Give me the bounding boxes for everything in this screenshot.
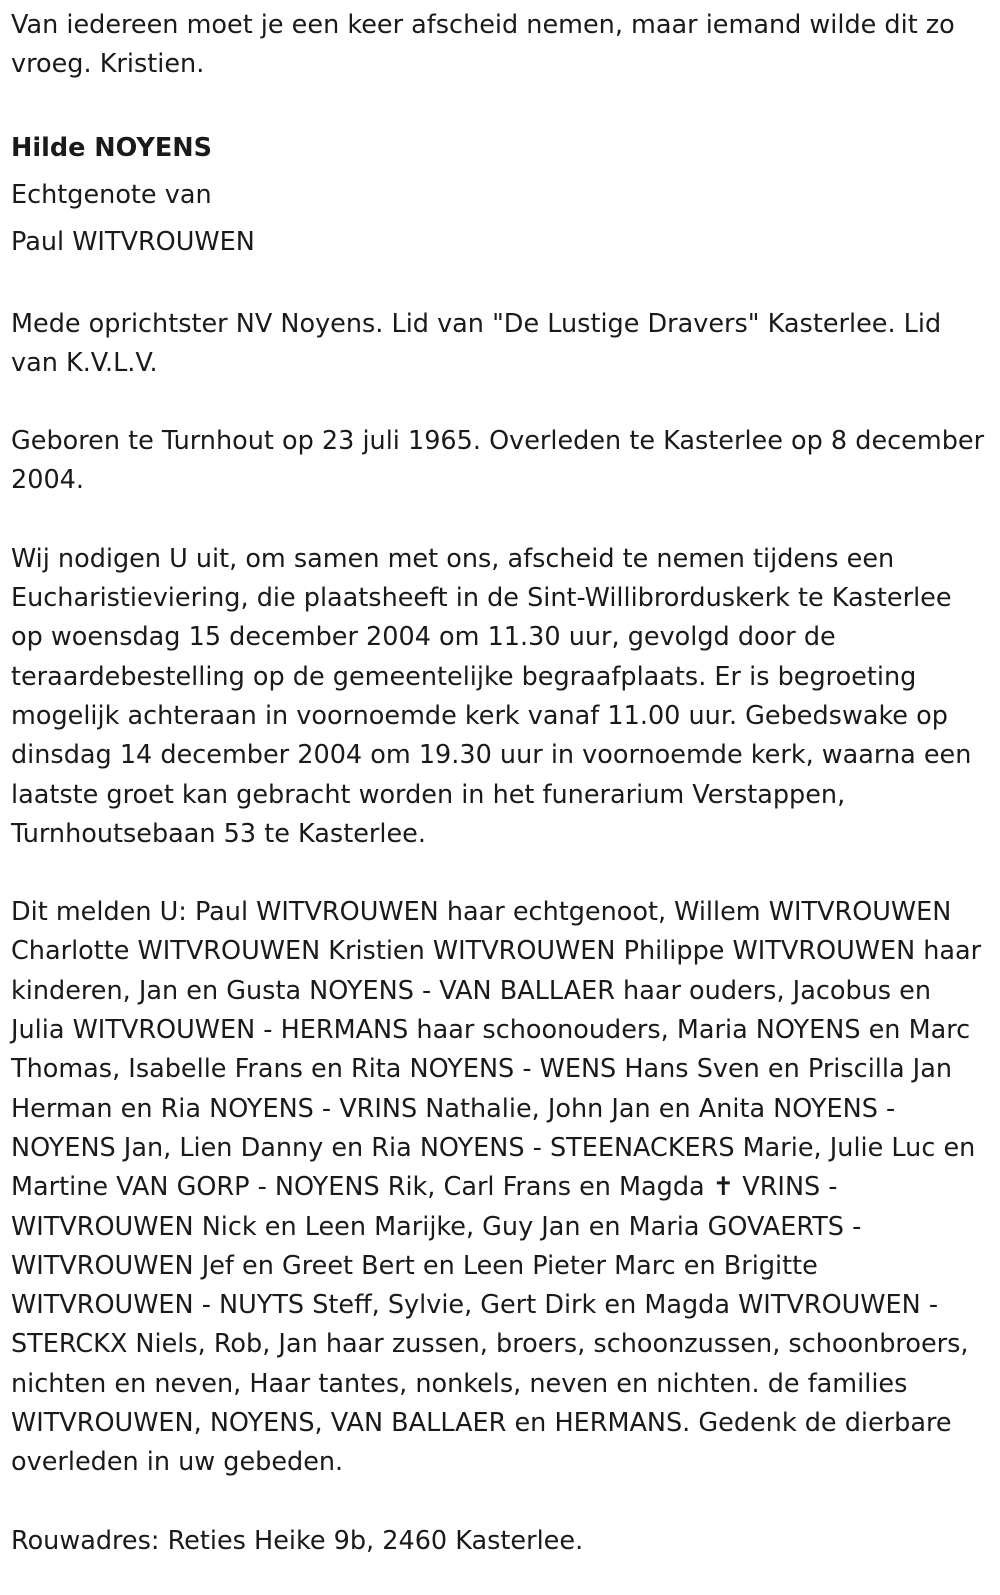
birth-death-paragraph: Geboren te Turnhout op 23 juli 1965. Overleden te Kasterlee op 8 december 2004. bbox=[11, 426, 985, 496]
ceremony-paragraph: Wij nodigen U uit, om samen met ons, afscheid te nemen tijdens een Eucharistieviering, die plaatsheeft in de Sint-Willibrorduskerk te Kasterlee op woensdag 15 december 2004 om 11.30 uur, gevolgd door de teraardebestelling op de gemeentelijke begraafplaats. Er is begroeting mogelijk achteraan in voornoemde kerk vanaf 11.00 uur. Gebedswake op dinsdag 14 december 2004 om 19.30 uur in voornoemde kerk, waarna een laatste groet kan gebracht worden in het funerarium Verstappen, Turnhoutsebaan 53 te Kasterlee. bbox=[11, 543, 972, 849]
affiliations-paragraph: Mede oprichtster NV Noyens. Lid van "De Lustige Dravers" Kasterlee. Lid van K.V.L.V. bbox=[11, 308, 942, 378]
deceased-name: Hilde NOYENS bbox=[11, 132, 212, 163]
announcers-paragraph: Dit melden U: Paul WITVROUWEN haar echtgenoot, Willem WITVROUWEN Charlotte WITVROUWEN Kristien WITVROUWEN Philippe WITVROUWEN haar kinderen, Jan en Gusta NOYENS - VAN BALLAER haar ouders, Jacobus en Julia WITVROUWEN - HERMANS haar schoonouders, Maria NOYENS en Marc Thomas, Isabelle Frans en Rita NOYENS - WENS Hans Sven en Priscilla Jan Herman en Ria NOYENS - VRINS Nathalie, John Jan en Anita NOYENS - NOYENS Jan, Lien Danny en Ria NOYENS - STEENACKERS Marie, Julie Luc en Martine VAN GORP - NOYENS Rik, Carl Frans en Magda ✝ VRINS - WITVROUWEN Nick en Leen Marijke, Guy Jan en Maria GOVAERTS - WITVROUWEN Jef en Greet Bert en Leen Pieter Marc en Brigitte WITVROUWEN - NUYTS Steff, Sylvie, Gert Dirk en Magda WITVROUWEN - STERCKX Niels, Rob, Jan haar zussen, broers, schoonzussen, schoonbroers, nichten en neven, Haar tantes, nonkels, neven en nichten. de families WITVROUWEN, NOYENS, VAN BALLAER en HERMANS. Gedenk de dierbare overleden in uw gebeden. bbox=[11, 897, 982, 1478]
obituary-text bbox=[11, 6, 986, 1561]
mourning-address: Rouwadres: Reties Heike 9b, 2460 Kasterlee. bbox=[11, 1525, 584, 1556]
spouse-label: Echtgenote van bbox=[11, 179, 212, 210]
spouse-name: Paul WITVROUWEN bbox=[11, 226, 255, 257]
intro-quote: Van iedereen moet je een keer afscheid nemen, maar iemand wilde dit zo vroeg. Kristien. bbox=[11, 10, 955, 80]
